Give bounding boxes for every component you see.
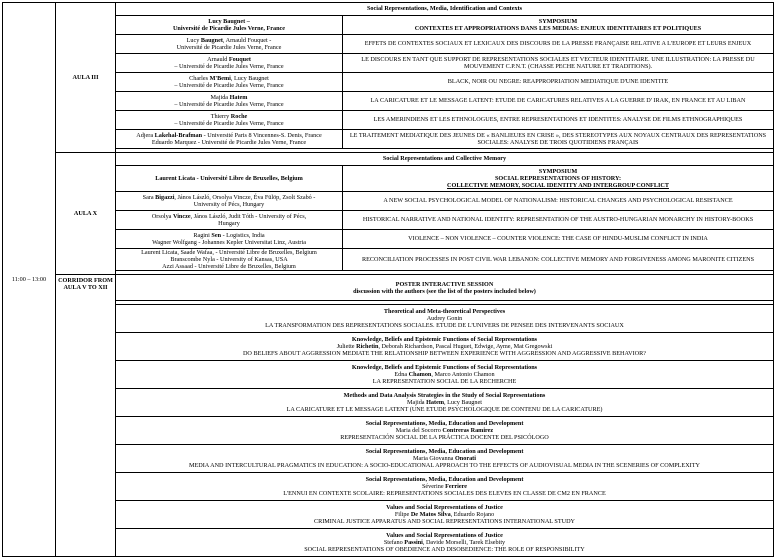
poster-row — [3, 501, 774, 529]
poster-item: Values and Social Representations of Justice Stefano Passini, Davide Morselli, Tarek Elsebity SOCIAL REPRESENTATIONS OF OBEDIENCE AND DISOBEDIENCE: THE ROLE OF RESPONSIBILITY — [116, 529, 774, 557]
room-aula-iii: AULA III — [56, 3, 116, 153]
session-title: Social Representations, Media, Identification and Contexts — [116, 3, 774, 16]
session-title: Social Representations and Collective Memory — [116, 153, 774, 166]
poster-item: Values and Social Representations of Justice Filipe De Matos Silva, Eduardo Rojano CRIMINAL JUSTICE APPARATUS AND SOCIAL REPRESENTATIONS INTERNATIONAL STUDY — [116, 501, 774, 529]
talk-authors: Laurent Licata, Saade Wafaa, - Université Libre de Bruxelles, Belgium Branscombe Nyla - University of Kansas, USA Azzi Assaad - Université Libre de Bruxelles, Belgium — [116, 249, 343, 271]
poster-row — [3, 389, 774, 417]
talk-row — [3, 73, 774, 92]
room-aula-x: AULA X — [56, 153, 116, 275]
talk-row — [3, 35, 774, 54]
room-corridor: CORRIDOR FROM AULA V TO XII — [56, 275, 116, 557]
talk-row — [3, 211, 774, 230]
session-header-row — [3, 153, 774, 166]
talk-title: LE TRAITEMENT MEDIATIQUE DES JEUNES DE « BANLIEUES EN CRISE », DES STEREOTYPES AUX NOYAUX CENTRAUX DES REPRESENTATIONS SOCIALES: ANALYSE DE TROIS QUOTIDIENS FRANÇAIS — [343, 130, 774, 149]
symposium-row — [3, 16, 774, 35]
talk-authors: Arnauld Fouquet – Université de Picardie Jules Verne, France — [116, 54, 343, 73]
poster-item: Knowledge, Beliefs and Epistemic Functions of Social Representations Edna Chamon, Marco Antonio Chamon LA REPRESENTATION SOCIAL DE LA RECHERCHE — [116, 361, 774, 389]
poster-row — [3, 445, 774, 473]
talk-authors: Lucy Baugnet, Arnauld Fouquet - Université de Picardie Jules Verne, France — [116, 35, 343, 54]
talk-row — [3, 230, 774, 249]
talk-authors: Ragini Sen - Logistics, India Wagner Wolfgang - Johannes Kepler Universitat Linz, Austria — [116, 230, 343, 249]
talk-title: RECONCILIATION PROCESSES IN POST CIVIL WAR LEBANON: COLLECTIVE MEMORY AND FORGIVENESS AMONG MARONITE CITIZENS — [343, 249, 774, 271]
talk-title: LE DISCOURS EN TANT QUE SUPPORT DE REPRESENTATIONS SOCIALES ET VECTEUR IDENTITAIRE. UNE ILLUSTRATION: LA PRESSE DU MOUVEMENT C.P.N.T. (CHASSE PECHE NATURE ET TRADITIONS). — [343, 54, 774, 73]
talk-authors: Charles M'Bemi, Lucy Baugnet – Université de Picardie Jules Verne, France — [116, 73, 343, 92]
talk-row — [3, 192, 774, 211]
poster-item: Social Representations, Media, Education and Development Maria Giovanna Onorati MEDIA AND INTERCULTURAL PRAGMATICS IN EDUCATION: A SOCIO-EDUCATIONAL APPROACH TO THE EFFECTS OF AUDIOVISUAL MEDIA IN THE SCENERIES OF COMPLEXITY — [116, 445, 774, 473]
talk-title: BLACK, NOIR OU NEGRE: REAPPROPRIATION MEDIATIQUE D'UNE IDENTITE — [343, 73, 774, 92]
symposium-chair: Laurent Licata - Université Libre de Bruxelles, Belgium — [116, 166, 343, 192]
symposium-title: SYMPOSIUM SOCIAL REPRESENTATIONS OF HISTORY: COLLECTIVE MEMORY, SOCIAL IDENTITY AND INTERGROUP CONFLICT — [343, 166, 774, 192]
symposium-chair: Lucy Baugnet – Université de Picardie Jules Verne, France — [116, 16, 343, 35]
poster-item: Methods and Data Analysis Strategies in the Study of Social Representations Majida Hatem, Lucy Baugnet LA CARICATURE ET LE MESSAGE LATENT (UNE ETUDE PSYCHOLOGIQUE DE CONTENU DE LA CARICATURE) — [116, 389, 774, 417]
poster-row — [3, 305, 774, 333]
symposium-row — [3, 166, 774, 192]
poster-row — [3, 361, 774, 389]
talk-row — [3, 111, 774, 130]
talk-authors: Thierry Roche – Université de Picardie Jules Verne, France — [116, 111, 343, 130]
poster-row — [3, 333, 774, 361]
talk-title: HISTORICAL NARRATIVE AND NATIONAL IDENTITY: REPRESENTATION OF THE AUSTRO-HUNGARIAN MONARCHY IN HISTORY-BOOKS — [343, 211, 774, 230]
poster-item: Social Representations, Media, Education and Development Séverine Ferriere L'ENNUI EN CONTEXTE SCOLAIRE: REPRESENTATIONS SOCIALES DES ELEVES EN CLASSE DE CM2 EN FRANCE — [116, 473, 774, 501]
poster-item: Theoretical and Meta-theoretical Perspectives Audrey Gonin LA TRANSFORMATION DES REPRESENTATIONS SOCIALES. ETUDE DE L'UNIVERS DE PENSEE DES INTERVENANTS SOCIAUX — [116, 305, 774, 333]
talk-row — [3, 249, 774, 271]
time-slot: 11:00 – 13:00 — [3, 3, 56, 557]
poster-row — [3, 529, 774, 557]
talk-authors: Orsolya Vincze, János László, Judit Tóth - University of Pécs, Hungary — [116, 211, 343, 230]
talk-title: LES AMERINDIENS ET LES ETHNOLOGUES, ENTRE REPRESENTATIONS ET IDENTITES: ANALYSE DE FILMS ETHNOGRAPHIQUES — [343, 111, 774, 130]
poster-header-row — [3, 275, 774, 301]
poster-session-title: POSTER INTERACTIVE SESSION discussion with the authors (see the list of the posters included below) — [116, 275, 774, 301]
program-table — [2, 2, 774, 557]
poster-item: Social Representations, Media, Education and Development Maria del Socorro Contreras Ramirez REPRESENTACIÓN SOCIAL DE LA PRÁCTICA DOCENTE DEL PSICÓLOGO — [116, 417, 774, 445]
talk-row — [3, 92, 774, 111]
poster-row — [3, 417, 774, 445]
talk-row — [3, 130, 774, 149]
talk-authors: Majida Hatem – Université de Picardie Jules Verne, France — [116, 92, 343, 111]
talk-title: VIOLENCE – NON VIOLENCE – COUNTER VIOLENCE: THE CASE OF HINDU-MUSLIM CONFLICT IN INDIA — [343, 230, 774, 249]
symposium-title: SYMPOSIUM CONTEXTES ET APPROPRIATIONS DANS LES MEDIAS: ENJEUX IDENTITAIRES ET POLITIQUES — [343, 16, 774, 35]
talk-authors: Adjera Lakehal-Brafman - Université Paris 8 Vincennes-S. Denis, France Eduardo Marquez - Université de Picardie Jules Verne, France — [116, 130, 343, 149]
poster-item: Knowledge, Beliefs and Epistemic Functions of Social Representations Juliette Richetin, Deborah Richardson, Pascal Huguet, Edwige, Ayme, Mat Gregowski DO BELIEFS ABOUT AGGRESSION MEDIATE THE RELATIONSHIP BETWEEN EXPERIENCE WITH AGGRESSION AND AGGRESSIVE BEHAVIOR? — [116, 333, 774, 361]
poster-row — [3, 473, 774, 501]
talk-title: A NEW SOCIAL PSYCHOLOGICAL MODEL OF NATIONALISM: HISTORICAL CHANGES AND PSYCHOLOGICAL RESISTANCE — [343, 192, 774, 211]
talk-authors: Sara Bigazzi, János László, Orsolya Vincze, Éva Fülöp, Zsolt Szabó - University of Pécs, Hungary — [116, 192, 343, 211]
talk-title: EFFETS DE CONTEXTES SOCIAUX ET LEXICAUX DES DISCOURS DE LA PRESSE FRANÇAISE RELATIVE A L'EUROPE ET LEURS ENJEUX — [343, 35, 774, 54]
session-header-row — [3, 3, 774, 16]
talk-title: LA CARICATURE ET LE MESSAGE LATENT: ETUDE DE CARICATURES RELATIVES A LA GUERRE D' IRAK, EN FRANCE ET AU LIBAN — [343, 92, 774, 111]
talk-row — [3, 54, 774, 73]
